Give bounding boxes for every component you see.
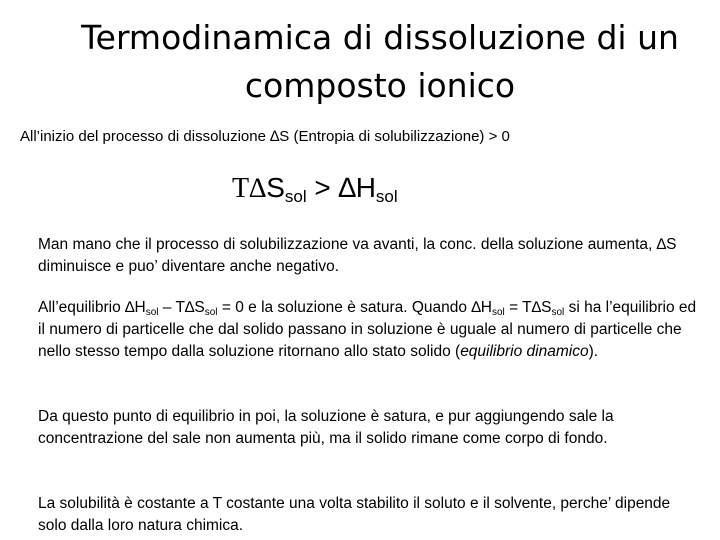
formula-s-subscript: sol <box>284 187 307 206</box>
formula-t-delta: T∆ <box>232 173 267 204</box>
title-line-2: composto ionico <box>244 66 516 105</box>
formula-s: S <box>266 172 285 203</box>
paragraph-saturation: Da questo punto di equilibrio in poi, la soluzione è satura, e pur aggiungendo sale la concentrazione del sale non aumenta più, ma il solido rimane come corpo di fondo. <box>38 408 614 447</box>
paragraph-solubility: La solubilità è costante a T costante una volta stabilito il soluto e il solvente, perche’ dipende solo dalla loro natura chimica. <box>38 495 671 534</box>
title-line-1: Termodinamica di dissoluzione di un <box>81 18 679 57</box>
intro-text: All’inizio del processo di dissoluzione ∆S (Entropia di solubilizzazione) > 0 <box>20 128 510 145</box>
eq-sub-3: sol <box>492 307 505 318</box>
eq-text-3: = 0 e la soluzione è satura. Quando ∆H <box>217 299 492 316</box>
eq-text-1: All’equilibrio ∆H <box>38 299 146 316</box>
eq-text-2: – T∆S <box>158 299 205 316</box>
eq-sub-1: sol <box>145 307 159 318</box>
eq-text-5: si ha l’equilibrio ed il numero di particelle che dal solido passano in soluzione è uguale al numero di particelle che nello stesso tempo dalla soluzione ritornano allo stato solido ( <box>38 299 697 360</box>
slide-title <box>60 14 700 110</box>
paragraph-equilibrium <box>38 297 698 363</box>
eq-text-4: = T∆S <box>504 299 552 316</box>
eq-italic-dynamic: equilibrio dinamico <box>460 343 589 360</box>
formula-operator-h: > ∆H <box>306 172 376 203</box>
formula-h-subscript: sol <box>375 187 398 206</box>
paragraph-solubilization: Man mano che il processo di solubilizzazione va avanti, la conc. della soluzione aumenta, ∆S diminuisce e puo’ diventare anche negativo. <box>38 236 677 275</box>
eq-text-6: ). <box>588 343 599 360</box>
entropy-enthalpy-formula <box>232 170 398 207</box>
eq-sub-2: sol <box>204 307 218 318</box>
eq-sub-4: sol <box>551 307 565 318</box>
